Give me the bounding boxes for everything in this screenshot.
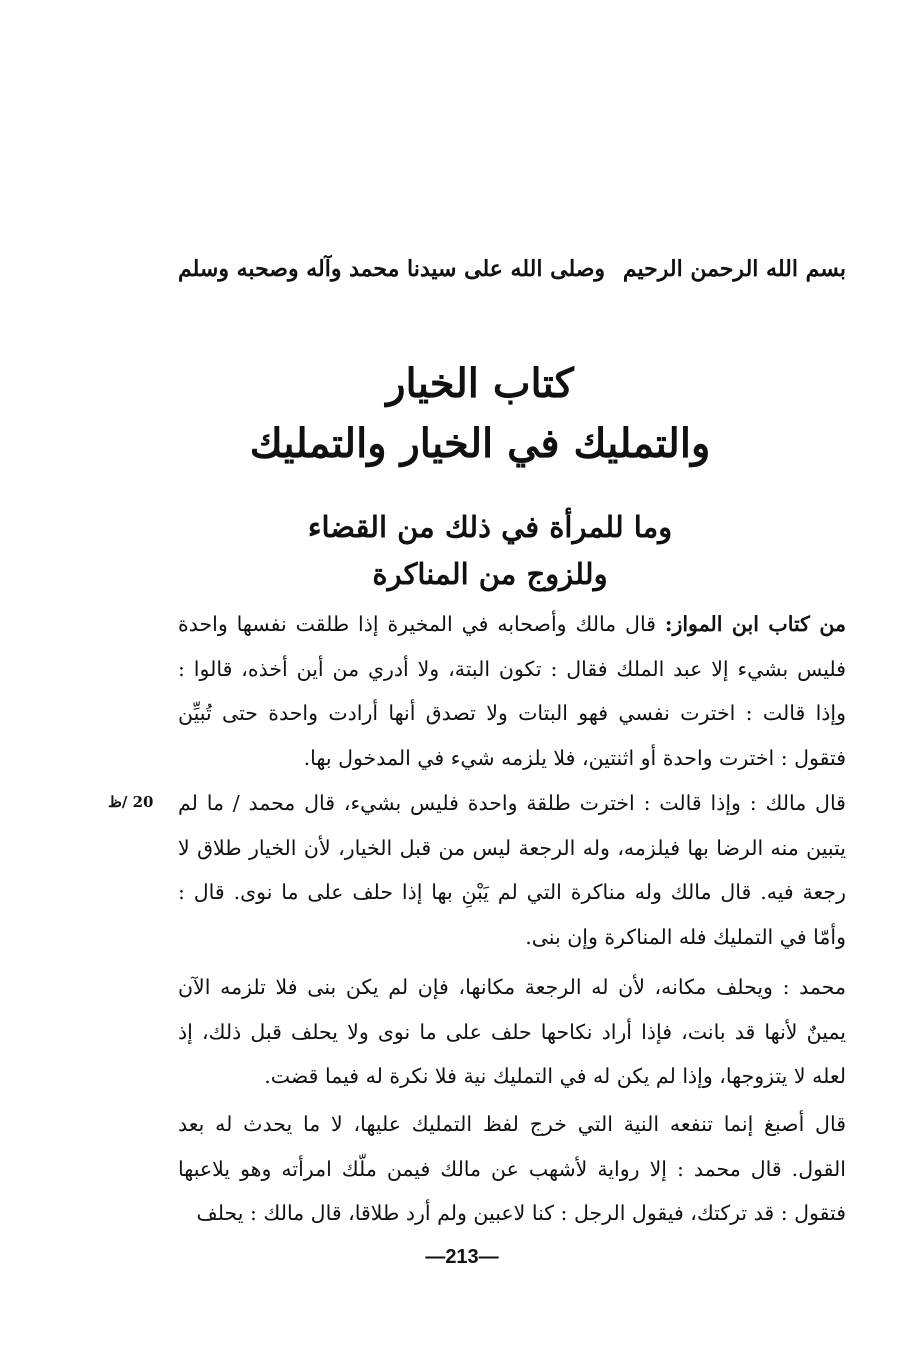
book-title: كتاب الخيار [386, 360, 574, 407]
page-number: —213— [425, 1246, 499, 1268]
chapter-title: والتمليك في الخيار والتمليك [249, 420, 711, 467]
basmala: بسم الله الرحمن الرحيم [622, 256, 846, 282]
paragraph-2: قال مالك : وإذا قالت : اخترت طلقة واحدة فليس بشيء، قال محمد / ما لم يتبين منه الرضا بها فيلزمه، وله الرجعة ليس من قبل الخيار، لأن الخيار طلاق لا رجعة فيه. قال مالك وله مناكرة التي لم يَبْنِ بها إذا حلف على ما نوى. قال : وأمّا في التمليك فله المناكرة وإن بنى. [178, 791, 846, 949]
header-line [178, 256, 846, 282]
subtitle-line-2: وللزوج من المناكرة [372, 557, 608, 591]
subtitle-line-1: وما للمرأة في ذلك من القضاء [307, 510, 673, 544]
paragraph-1-text: قال مالك وأصحابه في المخيرة إذا طلقت نفسها واحدة فليس بشيء إلا عبد الملك فقال : تكون البتة، ولا أدري من أين أخذه، قالوا : وإذا قالت : اخترت نفسي فهو البتات ولا تصدق أنها أرادت واحدة حتى تُبيِّن فتقول : اخترت واحدة أو اثنتين، فلا يلزمه شيء في المدخول بها. [178, 612, 846, 770]
paragraph-4: قال أصبغ إنما تنفعه النية التي خرج لفظ التمليك عليها، لا ما يحدث له بعد القول. قال محمد : إلا رواية لأشهب عن مالك فيمن ملّك امرأته وهو يلاعبها فتقول : قد تركتك، فيقول الرجل : كنا لاعبين ولم أرد طلاقا، قال مالك : يحلف [178, 1112, 846, 1225]
paragraph-3: محمد : ويحلف مكانه، لأن له الرجعة مكانها، فإن لم يكن بنى فلا تلزمه الآن يمينٌ لأنها قد بانت، فإذا أراد نكاحها حلف على ما نوى ولا يحلف قبل ذلك، إذ لعله لا يتزوجها، وإذا لم يكن له في التمليك نية فلا نكرة له فيما قضت. [178, 975, 846, 1088]
paragraph-1 [178, 602, 846, 780]
source-reference: من كتاب ابن المواز: [664, 612, 846, 636]
salutation: وصلى الله على سيدنا محمد وآله وصحبه وسلم [178, 256, 606, 282]
margin-note: 20 /ظ [108, 793, 154, 811]
